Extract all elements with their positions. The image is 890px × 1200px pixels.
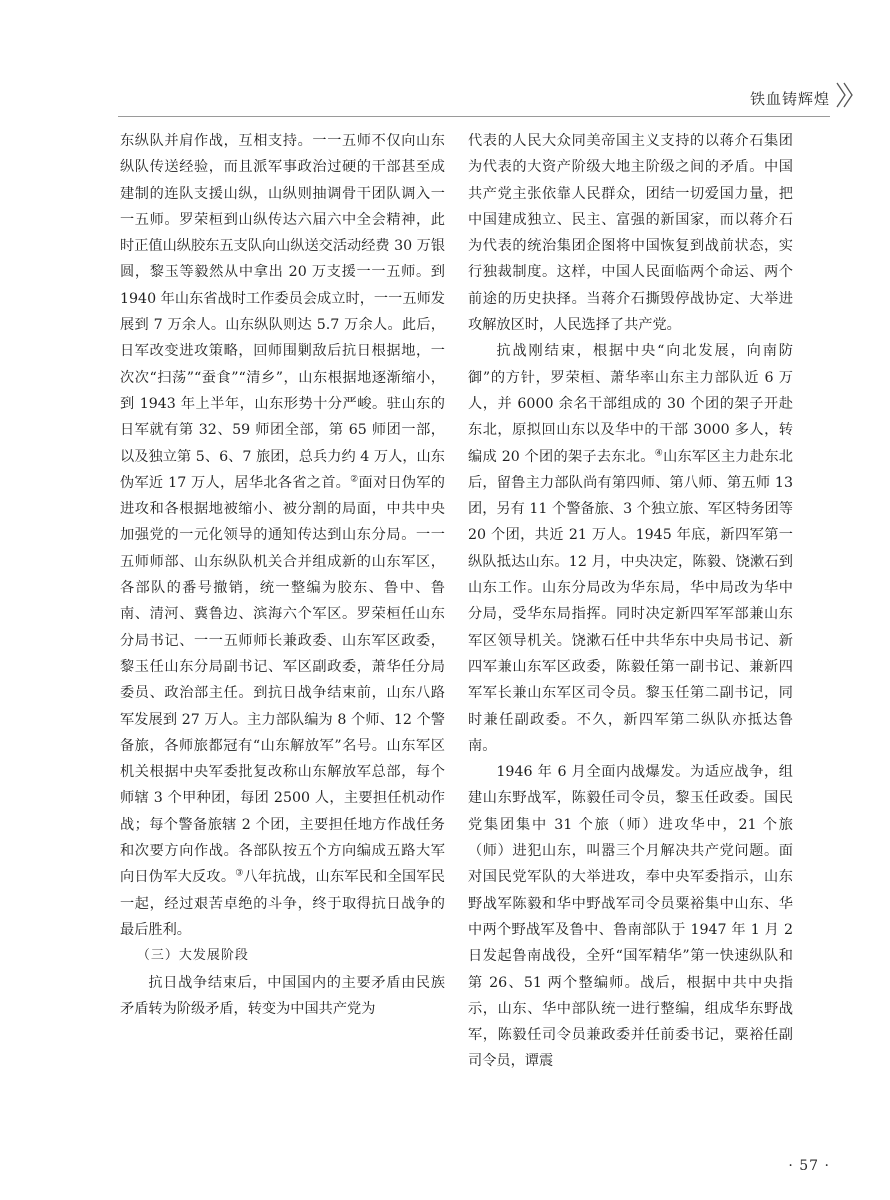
running-header: [0, 0, 890, 120]
paragraph-text: 东纵队并肩作战，互相支持。一一五师不仅向山东纵队传送经验，而且派军事政治过硬的干部甚至成建制的连队支援山纵，山纵则抽调骨干团队调入一一五师。罗荣桓到山纵传达六届六中全会精神，此时正值山纵胶东五支队向山纵送交活动经费 30 万银圆，黎玉等毅然从中拿出 20 万支援一一五师。到 1940 年山东省战时工作委员会成立时，一一五师发展到 7 万余人。山东纵队则达 5.7 万余人。此后，日军改变进攻策略，回师围剿敌后抗日根据地，一次次“扫荡”“蚕食”“清乡”，山东根据地逐渐缩小，到 1943 年上半年，山东形势十分严峻。驻山东的日军就有第 32、59 师团全部，第 65 师团一部，以及独立第 5、6、7 旅团，总兵力约 4 万人，山东伪军近 17 万人，居华北各省之首。: [120, 133, 446, 491]
footnote-ref: ②: [350, 474, 359, 485]
paragraph: [120, 128, 445, 943]
paragraph: 代表的人民大众同美帝国主义支持的以蒋介石集团为代表的大资产阶级大地主阶级之间的矛盾。中国共产党主张依靠人民群众，团结一切爱国力量，把中国建成独立、民主、富强的新国家，而以蒋介石为代表的统治集团企图将中国恢复到战前状态，实行独裁制度。这样，中国人民面临两个命运、两个前途的历史抉择。当蒋介石撕毁停战协定、大举进攻解放区时，人民选择了共产党。: [468, 133, 793, 334]
paragraph-text: 抗战刚结束，根据中央“向北发展，向南防御”的方针，罗荣桓、萧华率山东主力部队近 6 万人，并 6000 余名干部组成的 30 个团的架子开赴东北，原拟回山东以及华中的干部 3000 多人，转编成 20 个团的架子去东北。: [468, 343, 793, 465]
page-number: · 57 ·: [788, 1158, 830, 1174]
section-title: 铁血铸辉煌: [749, 90, 830, 108]
footnote-ref: ④: [654, 447, 664, 458]
paragraph-text: 八年抗战，山东军民和全国军民一起，经过艰苦卓绝的斗争，终于取得抗日战争的最后胜利。: [120, 869, 445, 938]
left-column: [120, 128, 445, 1022]
double-chevron-icon: [834, 80, 856, 110]
footnote-ref: ③: [235, 868, 244, 879]
header-rule: [118, 116, 830, 117]
paragraph: 抗日战争结束后，中国国内的主要矛盾由民族矛盾转为阶级矛盾，转变为中国共产党为: [120, 974, 445, 1017]
paragraph-text: 面对日伪军的进攻和各根据地被缩小、被分割的局面，中共中央加强党的一元化领导的通知传达到山东分局。一一五师师部、山东纵队机关合并组成新的山东军区，各部队的番号撤销，统一整编为胶东、鲁中、鲁南、清河、冀鲁边、滨海六个军区。罗荣桓任山东分局书记、一一五师师长兼政委、山东军区政委，黎玉任山东分局副书记、军区副政委，萧华任分局委员、政治部主任。到抗日战争结束前，山东八路军发展到 27 万人。主力部队编为 8 个师、12 个警备旅，各师旅都冠有“山东解放军”名号。山东军区机关根据中央军委批复改称山东解放军总部，每个师辖 3 个甲种团，每团 2500 人，主要担任机动作战；每个警备旅辖 2 个团，主要担任地方作战任务和次要方向作战。各部队按五个方向编成五路大军向日伪军大反攻。: [120, 474, 445, 886]
paragraph-text: 山东军区主力赴东北后，留鲁主力部队尚有第四师、第八师、第五师 13 团，另有 11 个警备旅、3 个独立旅、军区特务团等 20 个团，共近 21 万人。1945 年底，新四军第一纵队抵达山东。12 月，中央决定，陈毅、饶漱石到山东工作。山东分局改为华东局，华中局改为华中分局，受华东局指挥。同时决定新四军军部兼山东军区领导机关。饶漱石任中共华东中央局书记、新四军兼山东军区政委，陈毅任第一副书记、兼新四军军长兼山东军区司令员。黎玉任第二副书记，同时兼任副政委。不久，新四军第二纵队亦抵达鲁南。: [468, 448, 793, 754]
paragraph: [468, 338, 793, 759]
paragraph: 1946 年 6 月全面内战爆发。为适应战争，组建山东野战军，陈毅任司令员，黎玉任政委。国民党集团集中 31 个旅（师）进攻华中，21 个旅（师）进犯山东，叫嚣三个月解决共产党问题。面对国民党军队的大举进攻，奉中央军委指示，山东野战军陈毅和华中野战军司令员粟裕集中山东、华中两个野战军及鲁中、鲁南部队于 1947 年 1 月 2 日发起鲁南战役，全歼“国军精华”第一快速纵队和第 26、51 两个整编师。战后，根据中共中央指示，山东、华中部队统一进行整编，组成华东野战军，陈毅任司令员兼政委并任前委书记，粟裕任副司令员，谭震: [468, 764, 793, 1070]
right-column: [468, 128, 793, 1075]
section-subheading: （三）大发展阶段: [136, 948, 249, 964]
